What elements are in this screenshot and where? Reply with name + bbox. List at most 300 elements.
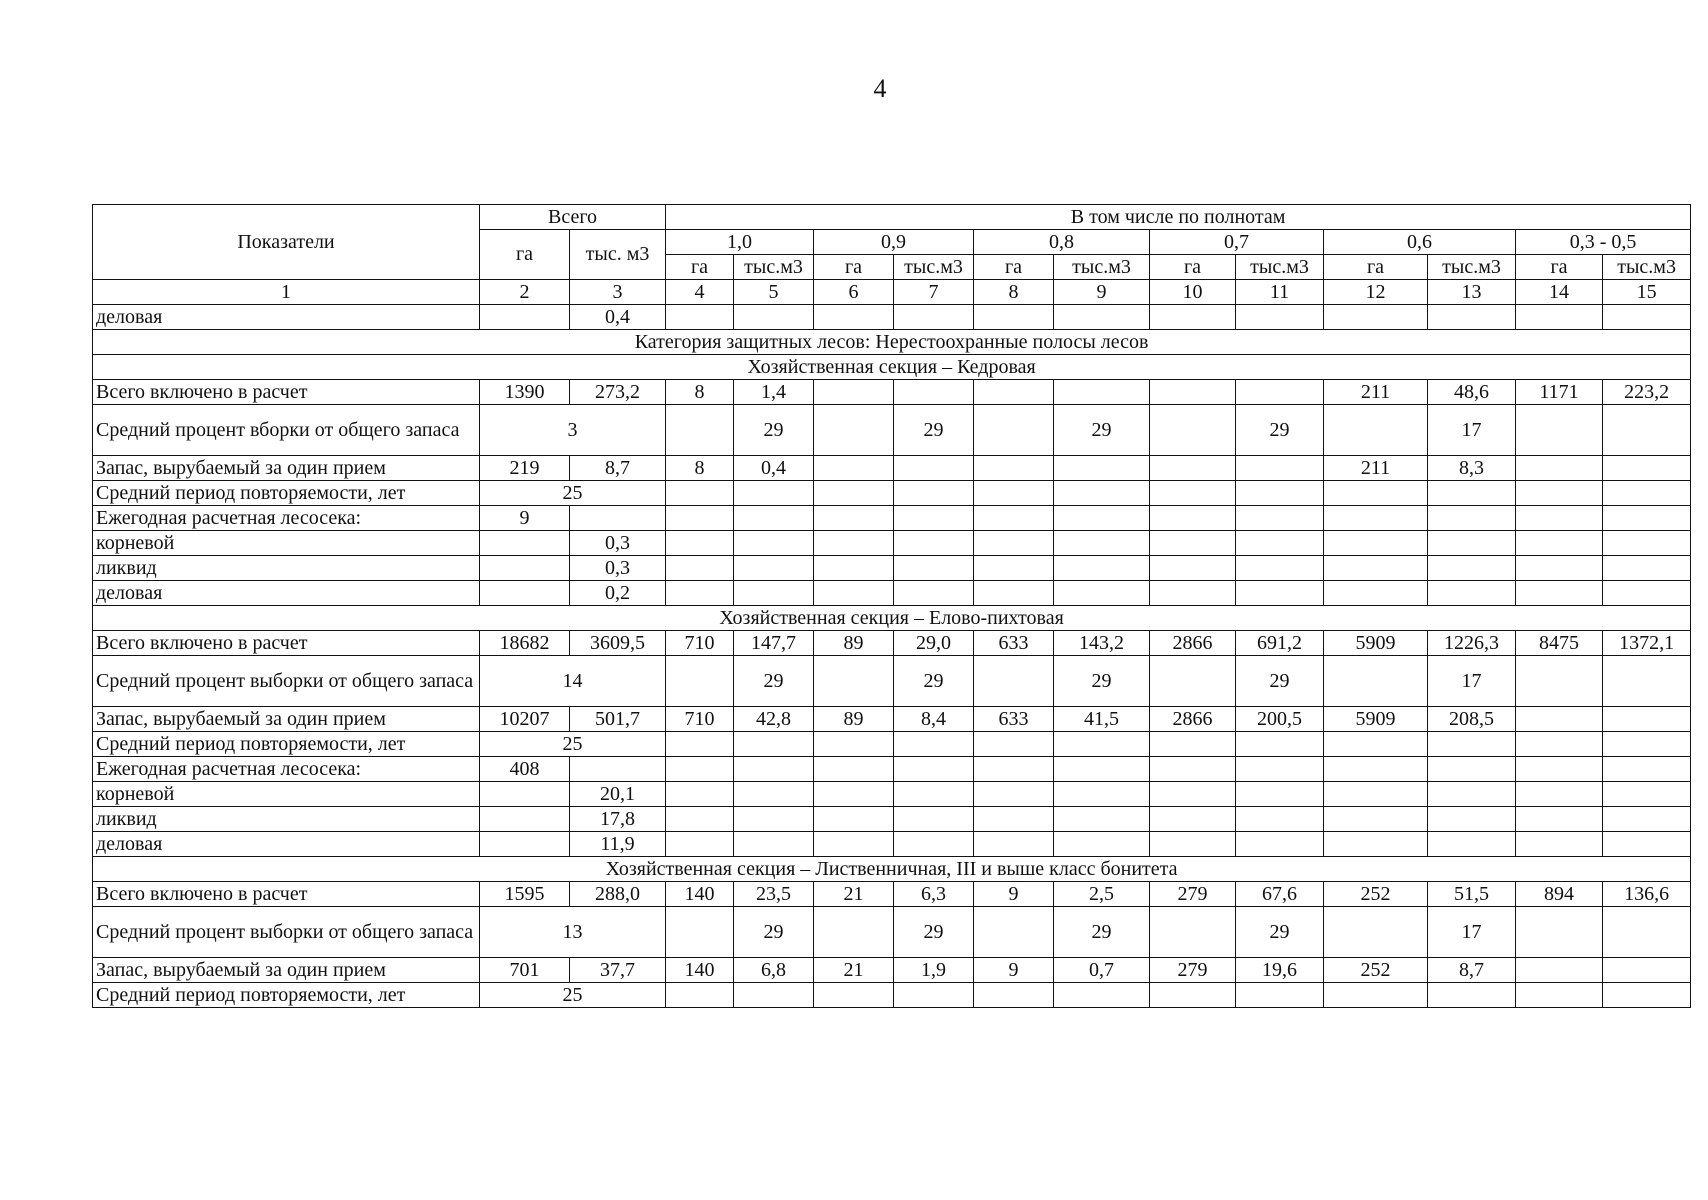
table-cell: 710 xyxy=(666,707,734,732)
column-number: 1 xyxy=(93,280,480,305)
table-cell: 701 xyxy=(480,958,570,983)
density-header: 0,7 xyxy=(1150,230,1324,255)
table-cell xyxy=(814,807,894,832)
table-cell xyxy=(814,556,894,581)
table-cell xyxy=(734,305,814,330)
table-row xyxy=(93,456,1691,481)
unit-ha-header: га xyxy=(814,255,894,280)
table-row xyxy=(93,732,1691,757)
table-cell xyxy=(1324,531,1428,556)
table-cell xyxy=(1150,757,1236,782)
table-cell: 894 xyxy=(1516,882,1603,907)
table-cell xyxy=(666,807,734,832)
density-header: 0,6 xyxy=(1324,230,1516,255)
table-cell: 9 xyxy=(974,958,1054,983)
unit-m3-header: тыс.м3 xyxy=(1054,255,1150,280)
table-cell xyxy=(1516,656,1603,707)
table-cell xyxy=(1150,456,1236,481)
table-cell xyxy=(734,757,814,782)
table-cell xyxy=(974,907,1054,958)
table-cell: 25 xyxy=(480,983,666,1008)
table-cell xyxy=(1603,983,1691,1008)
table-cell: 1372,1 xyxy=(1603,631,1691,656)
table-cell xyxy=(814,456,894,481)
column-number: 14 xyxy=(1516,280,1603,305)
table-cell: 11,9 xyxy=(570,832,666,857)
table-cell: 89 xyxy=(814,631,894,656)
table-cell xyxy=(1324,556,1428,581)
table-cell: 0,3 xyxy=(570,556,666,581)
table-cell xyxy=(1236,782,1324,807)
table-cell xyxy=(974,782,1054,807)
table-cell: 633 xyxy=(974,707,1054,732)
table-cell xyxy=(814,506,894,531)
table-cell xyxy=(1054,380,1150,405)
column-number: 12 xyxy=(1324,280,1428,305)
table-cell xyxy=(1603,757,1691,782)
section-title-row xyxy=(93,355,1691,380)
row-label: ликвид xyxy=(93,556,480,581)
table-cell: 8,7 xyxy=(570,456,666,481)
table-cell: 3 xyxy=(480,405,666,456)
table-cell xyxy=(480,807,570,832)
table-cell xyxy=(1054,456,1150,481)
table-cell xyxy=(734,983,814,1008)
table-cell xyxy=(814,380,894,405)
table-cell: 0,3 xyxy=(570,531,666,556)
table-cell xyxy=(1236,531,1324,556)
table-cell: 29 xyxy=(894,907,974,958)
table-cell xyxy=(894,556,974,581)
table-row xyxy=(93,707,1691,732)
table-cell xyxy=(1236,832,1324,857)
row-label: Всего включено в расчет xyxy=(93,380,480,405)
column-number: 6 xyxy=(814,280,894,305)
column-number: 4 xyxy=(666,280,734,305)
table-cell xyxy=(1236,807,1324,832)
table-cell xyxy=(1603,732,1691,757)
table-cell: 89 xyxy=(814,707,894,732)
table-cell: 147,7 xyxy=(734,631,814,656)
table-cell: 25 xyxy=(480,481,666,506)
by-density-header: В том числе по полнотам xyxy=(666,205,1691,230)
table-cell xyxy=(1603,907,1691,958)
row-label: деловая xyxy=(93,581,480,606)
table-cell xyxy=(1054,732,1150,757)
table-cell: 0,4 xyxy=(570,305,666,330)
table-cell xyxy=(1054,807,1150,832)
table-cell xyxy=(666,782,734,807)
table-cell xyxy=(734,832,814,857)
table-row xyxy=(93,305,1691,330)
table-cell xyxy=(734,732,814,757)
table-cell xyxy=(1428,581,1516,606)
category-row xyxy=(93,330,1691,355)
table-cell: 6,3 xyxy=(894,882,974,907)
table-cell: 2866 xyxy=(1150,631,1236,656)
table-cell xyxy=(894,380,974,405)
table-cell: 29 xyxy=(894,656,974,707)
table-cell: 252 xyxy=(1324,882,1428,907)
table-cell xyxy=(974,481,1054,506)
table-cell xyxy=(1428,757,1516,782)
table-cell xyxy=(1428,782,1516,807)
table-cell xyxy=(1236,305,1324,330)
table-row xyxy=(93,882,1691,907)
table-cell: 9 xyxy=(480,506,570,531)
table-cell xyxy=(666,556,734,581)
table-cell xyxy=(1603,807,1691,832)
table-cell: 20,1 xyxy=(570,782,666,807)
table-cell: 1226,3 xyxy=(1428,631,1516,656)
table-cell xyxy=(1150,556,1236,581)
table-cell xyxy=(1054,832,1150,857)
table-row xyxy=(93,506,1691,531)
table-cell xyxy=(1516,757,1603,782)
table-cell: 252 xyxy=(1324,958,1428,983)
table-cell xyxy=(734,556,814,581)
table-cell xyxy=(1150,481,1236,506)
table-cell xyxy=(1603,782,1691,807)
table-row xyxy=(93,907,1691,958)
table-cell xyxy=(666,832,734,857)
table-cell xyxy=(974,832,1054,857)
table-cell: 21 xyxy=(814,882,894,907)
table-cell xyxy=(1428,732,1516,757)
unit-ha-header: га xyxy=(1150,255,1236,280)
table-cell: 29 xyxy=(1236,907,1324,958)
table-cell: 219 xyxy=(480,456,570,481)
table-cell xyxy=(974,305,1054,330)
table-row xyxy=(93,405,1691,456)
table-cell xyxy=(1150,656,1236,707)
table-cell xyxy=(1324,656,1428,707)
table-cell xyxy=(1150,732,1236,757)
table-cell xyxy=(894,481,974,506)
table-cell xyxy=(1236,732,1324,757)
table-cell xyxy=(1150,405,1236,456)
table-cell xyxy=(666,581,734,606)
table-cell xyxy=(1428,983,1516,1008)
table-cell xyxy=(1054,757,1150,782)
table-cell xyxy=(814,405,894,456)
unit-m3-header: тыс.м3 xyxy=(1603,255,1691,280)
table-cell xyxy=(974,983,1054,1008)
table-cell xyxy=(1324,907,1428,958)
table-cell: 200,5 xyxy=(1236,707,1324,732)
table-row xyxy=(93,656,1691,707)
table-cell: 8,4 xyxy=(894,707,974,732)
table-cell: 8,7 xyxy=(1428,958,1516,983)
unit-m3-header: тыс.м3 xyxy=(734,255,814,280)
table-cell xyxy=(814,983,894,1008)
table-cell: 51,5 xyxy=(1428,882,1516,907)
section-title: Хозяйственная секция – Лиственничная, III и выше класс бонитета xyxy=(93,857,1691,882)
table-cell xyxy=(814,481,894,506)
table-cell: 211 xyxy=(1324,456,1428,481)
row-label: Всего включено в расчет xyxy=(93,631,480,656)
table-cell xyxy=(894,983,974,1008)
table-cell xyxy=(974,556,1054,581)
table-cell xyxy=(1324,732,1428,757)
table-cell: 5909 xyxy=(1324,631,1428,656)
forest-table xyxy=(92,204,1691,1008)
table-cell xyxy=(1516,983,1603,1008)
table-cell: 211 xyxy=(1324,380,1428,405)
table-row xyxy=(93,631,1691,656)
table-cell xyxy=(1054,305,1150,330)
table-cell xyxy=(1516,782,1603,807)
table-row xyxy=(93,757,1691,782)
table-cell xyxy=(1324,305,1428,330)
table-cell xyxy=(1236,481,1324,506)
table-cell xyxy=(1428,305,1516,330)
column-number-row xyxy=(93,280,1691,305)
table-cell xyxy=(1236,983,1324,1008)
table-cell: 279 xyxy=(1150,958,1236,983)
indicators-header: Показатели xyxy=(93,205,480,280)
table-cell: 29 xyxy=(1054,405,1150,456)
table-cell: 13 xyxy=(480,907,666,958)
table-cell: 2,5 xyxy=(1054,882,1150,907)
table-cell xyxy=(814,656,894,707)
table-cell xyxy=(1150,531,1236,556)
row-label: Запас, вырубаемый за один прием xyxy=(93,707,480,732)
table-cell xyxy=(666,757,734,782)
row-label: Средний процент вборки от общего запаса xyxy=(93,405,480,456)
table-cell xyxy=(1516,481,1603,506)
table-cell xyxy=(1603,832,1691,857)
table-cell xyxy=(1150,305,1236,330)
table-cell xyxy=(1150,380,1236,405)
table-cell xyxy=(974,380,1054,405)
header-row-1 xyxy=(93,205,1691,230)
row-label: Средний период повторяемости, лет xyxy=(93,732,480,757)
table-cell xyxy=(974,732,1054,757)
table-cell xyxy=(1516,531,1603,556)
table-cell xyxy=(734,782,814,807)
table-cell: 5909 xyxy=(1324,707,1428,732)
table-row xyxy=(93,531,1691,556)
unit-ha-header: га xyxy=(1516,255,1603,280)
row-label: Средний период повторяемости, лет xyxy=(93,481,480,506)
table-cell: 288,0 xyxy=(570,882,666,907)
table-cell xyxy=(1603,506,1691,531)
table-cell: 8475 xyxy=(1516,631,1603,656)
table-cell xyxy=(1324,481,1428,506)
table-cell xyxy=(1236,506,1324,531)
table-cell xyxy=(1428,506,1516,531)
table-cell: 6,8 xyxy=(734,958,814,983)
row-label: Средний процент выборки от общего запаса xyxy=(93,907,480,958)
table-cell xyxy=(974,456,1054,481)
table-cell xyxy=(894,456,974,481)
table-cell: 1390 xyxy=(480,380,570,405)
table-cell xyxy=(814,732,894,757)
table-cell xyxy=(974,807,1054,832)
table-cell xyxy=(480,581,570,606)
table-cell xyxy=(1054,782,1150,807)
table-cell: 29 xyxy=(734,656,814,707)
table-cell xyxy=(974,506,1054,531)
table-cell xyxy=(1516,807,1603,832)
table-cell xyxy=(1603,305,1691,330)
table-cell xyxy=(1428,807,1516,832)
section-title: Хозяйственная секция – Елово-пихтовая xyxy=(93,606,1691,631)
table-cell xyxy=(666,531,734,556)
table-cell xyxy=(734,581,814,606)
table-cell: 29,0 xyxy=(894,631,974,656)
table-cell xyxy=(814,757,894,782)
density-header: 0,9 xyxy=(814,230,974,255)
table-row xyxy=(93,958,1691,983)
unit-ha-header: га xyxy=(974,255,1054,280)
table-cell xyxy=(1516,707,1603,732)
density-header: 0,3 - 0,5 xyxy=(1516,230,1691,255)
unit-m3-header: тыс.м3 xyxy=(894,255,974,280)
table-row xyxy=(93,581,1691,606)
column-number: 10 xyxy=(1150,280,1236,305)
table-cell xyxy=(894,757,974,782)
table-cell xyxy=(1603,556,1691,581)
table-cell: 17 xyxy=(1428,907,1516,958)
table-cell xyxy=(1428,481,1516,506)
table-cell xyxy=(894,732,974,757)
row-label: Всего включено в расчет xyxy=(93,882,480,907)
row-label: ликвид xyxy=(93,807,480,832)
table-cell: 710 xyxy=(666,631,734,656)
table-cell xyxy=(894,782,974,807)
table-cell xyxy=(1324,807,1428,832)
row-label: Средний период повторяемости, лет xyxy=(93,983,480,1008)
table-cell: 23,5 xyxy=(734,882,814,907)
row-label: Запас, вырубаемый за один прием xyxy=(93,456,480,481)
table-cell xyxy=(1324,757,1428,782)
table-cell xyxy=(894,832,974,857)
table-cell: 42,8 xyxy=(734,707,814,732)
table-cell xyxy=(1603,581,1691,606)
table-cell xyxy=(666,656,734,707)
table-cell: 273,2 xyxy=(570,380,666,405)
table-cell xyxy=(1150,782,1236,807)
table-cell xyxy=(734,506,814,531)
table-row xyxy=(93,807,1691,832)
table-cell: 1,9 xyxy=(894,958,974,983)
table-cell xyxy=(1603,481,1691,506)
table-cell xyxy=(894,531,974,556)
table-cell: 9 xyxy=(974,882,1054,907)
table-cell xyxy=(480,832,570,857)
table-cell: 501,7 xyxy=(570,707,666,732)
table-cell: 67,6 xyxy=(1236,882,1324,907)
table-cell: 10207 xyxy=(480,707,570,732)
table-cell xyxy=(1516,581,1603,606)
section-title: Хозяйственная секция – Кедровая xyxy=(93,355,1691,380)
table-cell xyxy=(1516,556,1603,581)
table-cell: 29 xyxy=(894,405,974,456)
table-cell: 17 xyxy=(1428,405,1516,456)
table-cell xyxy=(1516,456,1603,481)
table-row xyxy=(93,380,1691,405)
table-cell xyxy=(814,531,894,556)
table-cell: 14 xyxy=(480,656,666,707)
table-cell: 208,5 xyxy=(1428,707,1516,732)
table-cell: 29 xyxy=(1236,405,1324,456)
unit-m3-header: тыс.м3 xyxy=(1236,255,1324,280)
table-cell: 691,2 xyxy=(1236,631,1324,656)
table-cell: 8 xyxy=(666,456,734,481)
table-cell xyxy=(1054,983,1150,1008)
table-cell xyxy=(1054,581,1150,606)
table-cell xyxy=(894,506,974,531)
table-cell: 1171 xyxy=(1516,380,1603,405)
table-cell xyxy=(1236,757,1324,782)
total-ha-header: га xyxy=(480,230,570,280)
table-row xyxy=(93,556,1691,581)
table-cell: 29 xyxy=(734,907,814,958)
table-cell xyxy=(480,305,570,330)
table-cell xyxy=(1324,983,1428,1008)
column-number: 3 xyxy=(570,280,666,305)
table-cell: 2866 xyxy=(1150,707,1236,732)
column-number: 5 xyxy=(734,280,814,305)
table-cell: 0,2 xyxy=(570,581,666,606)
table-cell xyxy=(1603,531,1691,556)
table-cell xyxy=(480,556,570,581)
row-label: деловая xyxy=(93,305,480,330)
table-cell xyxy=(734,481,814,506)
table-cell: 29 xyxy=(1236,656,1324,707)
table-cell xyxy=(570,506,666,531)
table-cell xyxy=(1150,807,1236,832)
row-label: деловая xyxy=(93,832,480,857)
table-cell xyxy=(666,305,734,330)
table-cell xyxy=(1150,581,1236,606)
table-cell xyxy=(814,581,894,606)
table-cell xyxy=(1516,907,1603,958)
table-cell xyxy=(666,506,734,531)
table-cell xyxy=(1516,958,1603,983)
table-cell: 21 xyxy=(814,958,894,983)
total-m3-header: тыс. м3 xyxy=(570,230,666,280)
row-label: Средний процент выборки от общего запаса xyxy=(93,656,480,707)
unit-ha-header: га xyxy=(666,255,734,280)
table-cell xyxy=(814,907,894,958)
table-cell xyxy=(974,757,1054,782)
table-cell xyxy=(1324,832,1428,857)
table-cell xyxy=(1324,581,1428,606)
table-cell: 408 xyxy=(480,757,570,782)
table-cell: 25 xyxy=(480,732,666,757)
column-number: 9 xyxy=(1054,280,1150,305)
table-cell xyxy=(1428,531,1516,556)
table-cell: 17,8 xyxy=(570,807,666,832)
row-label: корневой xyxy=(93,531,480,556)
table-cell xyxy=(1324,405,1428,456)
table-cell xyxy=(666,907,734,958)
table-cell: 140 xyxy=(666,958,734,983)
table-cell xyxy=(974,531,1054,556)
table-cell xyxy=(1236,456,1324,481)
table-cell xyxy=(1428,832,1516,857)
table-cell xyxy=(974,656,1054,707)
table-cell xyxy=(734,531,814,556)
table-cell xyxy=(1603,958,1691,983)
row-label: корневой xyxy=(93,782,480,807)
table-cell: 0,4 xyxy=(734,456,814,481)
column-number: 8 xyxy=(974,280,1054,305)
section-title-row xyxy=(93,857,1691,882)
